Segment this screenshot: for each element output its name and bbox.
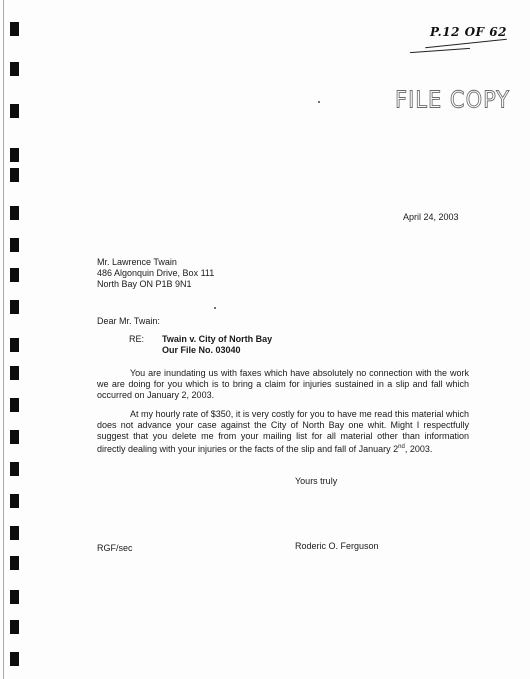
ordinal-suffix: nd (398, 444, 405, 450)
file-copy-stamp: FILE COPY (395, 86, 511, 114)
paragraph-2-text: At my hourly rate of $350, it is very costly for you to have me read this material which does not advance your case against the City of North Bay one whit. Might I respectfully suggest that you delete me from your mailing list for all material other than information directly dealing with your injuries or the facts of the slip and fall of January 2 (97, 409, 469, 454)
recipient-street: 486 Algonquin Drive, Box 111 (97, 268, 215, 278)
scan-speck (318, 101, 320, 103)
typist-initials: RGF/sec (97, 543, 133, 553)
recipient-address (97, 257, 214, 290)
paragraph-2-tail: , 2003. (404, 444, 433, 454)
scan-speck (214, 307, 216, 309)
letter-date: April 24, 2003 (403, 212, 459, 222)
re-case-title: Twain v. City of North Bay (162, 334, 273, 344)
re-subject (162, 334, 272, 356)
recipient-name: Mr. Lawrence Twain (97, 257, 177, 267)
handwritten-underline (425, 39, 507, 49)
re-label: RE: (129, 334, 145, 344)
recipient-city: North Bay ON P1B 9N1 (97, 279, 192, 289)
page-marker-handwritten: P.12 OF 62 (430, 25, 507, 39)
binding-edge (0, 0, 30, 679)
salutation: Dear Mr. Twain: (97, 316, 160, 326)
body-paragraph-1 (97, 368, 469, 401)
paragraph-1-text: You are inundating us with faxes which have absolutely no connection with the work we are doing for you which is to bring a claim for injuries sustained in a slip and fall which occurred on January 2, 2003. (97, 368, 469, 400)
handwritten-underline-2 (410, 48, 470, 53)
body-paragraph-2 (97, 409, 469, 455)
re-file-number: Our File No. 03040 (162, 345, 241, 355)
signer-name: Roderic O. Ferguson (295, 541, 379, 551)
closing: Yours truly (295, 476, 338, 486)
